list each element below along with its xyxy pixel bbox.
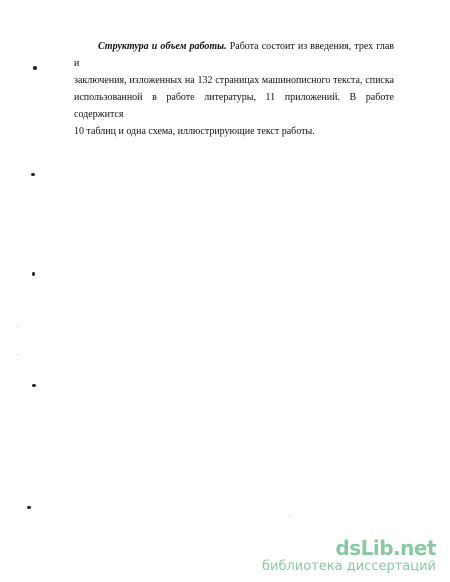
paragraph-line-4: 10 таблиц и одна схема, иллюстрирующие текст работы.: [74, 126, 315, 137]
scan-speck: [27, 506, 31, 509]
paragraph-line-1: [74, 38, 394, 72]
watermark-tagline: библиотека диссертаций: [262, 559, 436, 574]
scan-dot: [17, 354, 18, 355]
scan-speck: [33, 66, 37, 70]
scan-speck: [31, 173, 35, 176]
scan-speck: [32, 384, 36, 387]
scan-speck: [32, 272, 35, 276]
paragraph-line-2: заключения, изложенных на 132 страницах машинописного текста, списка: [74, 75, 394, 86]
body-paragraph: [74, 38, 394, 140]
scan-dot: [289, 516, 290, 517]
scan-dot: [17, 326, 18, 327]
watermark: [262, 537, 436, 574]
paragraph-line-3: использованной в работе литературы, 11 приложений. В работе содержится: [74, 92, 394, 120]
section-lead: Структура и объем работы.: [98, 41, 227, 52]
watermark-logo: dsLib.net: [335, 536, 436, 560]
line-1-text: Работа состоит из введения, трех глав и: [74, 41, 394, 69]
